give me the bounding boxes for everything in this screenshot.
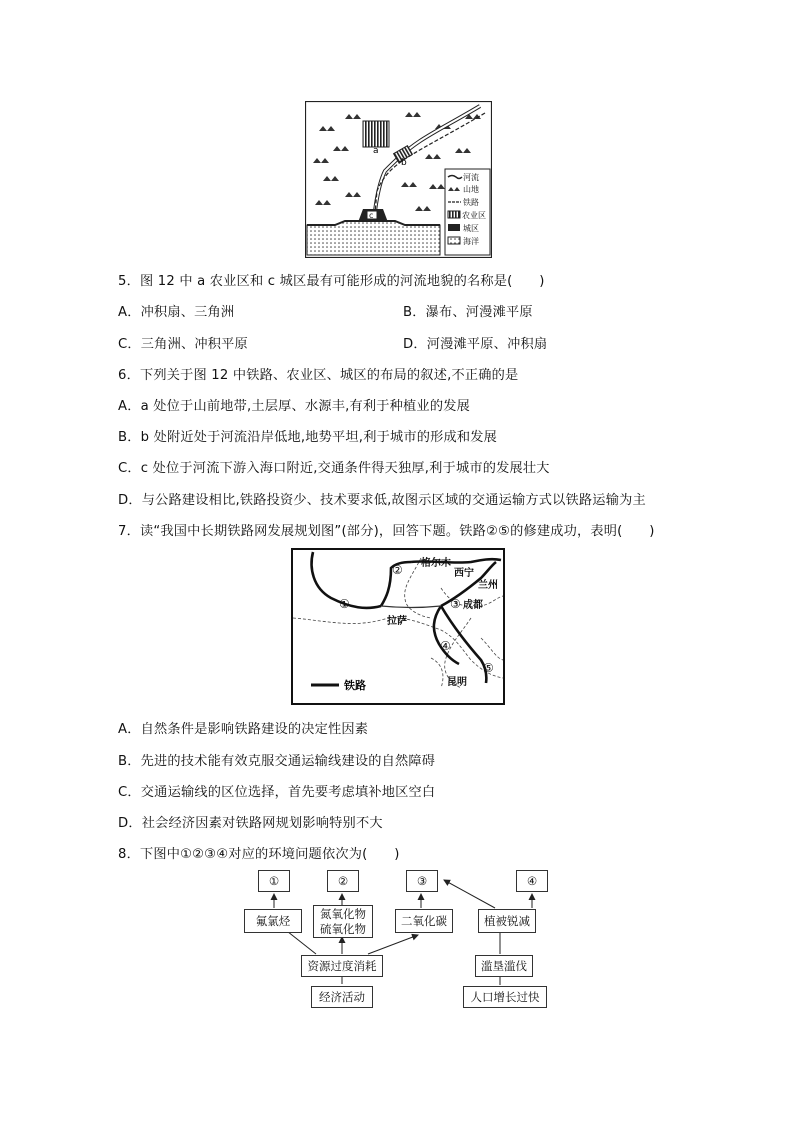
- problem-box-1: ①: [258, 870, 290, 892]
- economic-activity: 经济活动: [311, 986, 373, 1008]
- label-a: a: [373, 146, 379, 156]
- q5-option-c: C．三角洲、冲积平原: [118, 337, 248, 352]
- problem-box-3: ③: [406, 870, 438, 892]
- figure-flow-diagram: [238, 868, 558, 1012]
- legend-agri: 农业区: [462, 211, 486, 220]
- q7-option-a: A．自然条件是影响铁路建设的决定性因素: [118, 722, 369, 737]
- city-xining: 西宁: [454, 568, 474, 579]
- label-b: b: [401, 158, 407, 168]
- q6-stem: 6．下列关于图 12 中铁路、农业区、城区的布局的叙述,不正确的是: [118, 368, 519, 383]
- cause-sox: 硫氧化物: [320, 922, 366, 936]
- cause-nox: 氮氧化物: [320, 907, 366, 921]
- q6-option-d: D．与公路建设相比,铁路投资少、技术要求低,故图示区域的交通运输方式以铁路运输为主: [118, 493, 646, 508]
- q7-option-c: C．交通运输线的区位选择，首先要考虑填补地区空白: [118, 785, 436, 800]
- legend-railway: 铁路: [463, 198, 479, 207]
- q7-option-b: B．先进的技术能有效克服交通运输线建设的自然障碍: [118, 754, 436, 769]
- q7-option-d: D．社会经济因素对铁路网规划影响特别不大: [118, 816, 383, 831]
- problem-box-2: ②: [327, 870, 359, 892]
- cause-freon: 氟氯烃: [244, 909, 302, 933]
- marker-5: ⑤: [483, 661, 494, 675]
- q6-option-a: A．a 处位于山前地带,土层厚、水源丰,有利于种植业的发展: [118, 399, 470, 414]
- q6-option-c: C．c 处位于河流下游入海口附近,交通条件得天独厚,利于城市的发展壮大: [118, 461, 550, 476]
- over-reclamation: 滥垦滥伐: [475, 955, 533, 977]
- city-lhasa: 拉萨: [387, 616, 407, 627]
- q5-option-b: B．瀑布、河漫滩平原: [403, 305, 533, 320]
- q7-stem: 7．读“我国中长期铁路网发展规划图”(部分)，回答下题。铁路②⑤的修建成功，表明( ): [118, 524, 655, 539]
- map-legend-railway: 铁路: [344, 679, 366, 692]
- figure-river-landforms: [305, 101, 492, 258]
- legend-river: 河流: [463, 173, 479, 182]
- figure-railway-map: [291, 548, 505, 705]
- cause-nox-sox: [313, 905, 373, 938]
- q8-stem: 8．下图中①②③④对应的环境问题依次为( ): [118, 847, 400, 862]
- q5-option-a: A．冲积扇、三角洲: [118, 305, 235, 320]
- q5-option-d: D．河漫滩平原、冲积扇: [403, 337, 548, 352]
- city-lanzhou: 兰州: [478, 580, 498, 591]
- population-growth: 人口增长过快: [463, 986, 547, 1008]
- legend-mountain: 山地: [463, 185, 479, 194]
- marker-4: ④: [440, 639, 451, 653]
- q6-option-b: B．b 处附近处于河流沿岸低地,地势平坦,利于城市的形成和发展: [118, 430, 498, 445]
- q5-stem: 5．图 12 中 a 农业区和 c 城区最有可能形成的河流地貌的名称是( ): [118, 274, 545, 289]
- cause-vegetation: 植被锐减: [478, 909, 536, 933]
- marker-1: ①: [339, 597, 350, 611]
- legend-sea: 海洋: [463, 237, 479, 246]
- marker-3: ③: [450, 597, 461, 611]
- problem-box-4: ④: [516, 870, 548, 892]
- label-c: c: [369, 211, 374, 220]
- city-golmud: 格尔木: [421, 558, 451, 569]
- city-kunming: 昆明: [447, 677, 467, 688]
- legend-city: 城区: [463, 224, 479, 233]
- marker-2: ②: [392, 563, 403, 577]
- city-chengdu: 成都: [463, 600, 483, 611]
- cause-co2: 二氧化碳: [395, 909, 453, 933]
- resource-overuse: 资源过度消耗: [301, 955, 383, 977]
